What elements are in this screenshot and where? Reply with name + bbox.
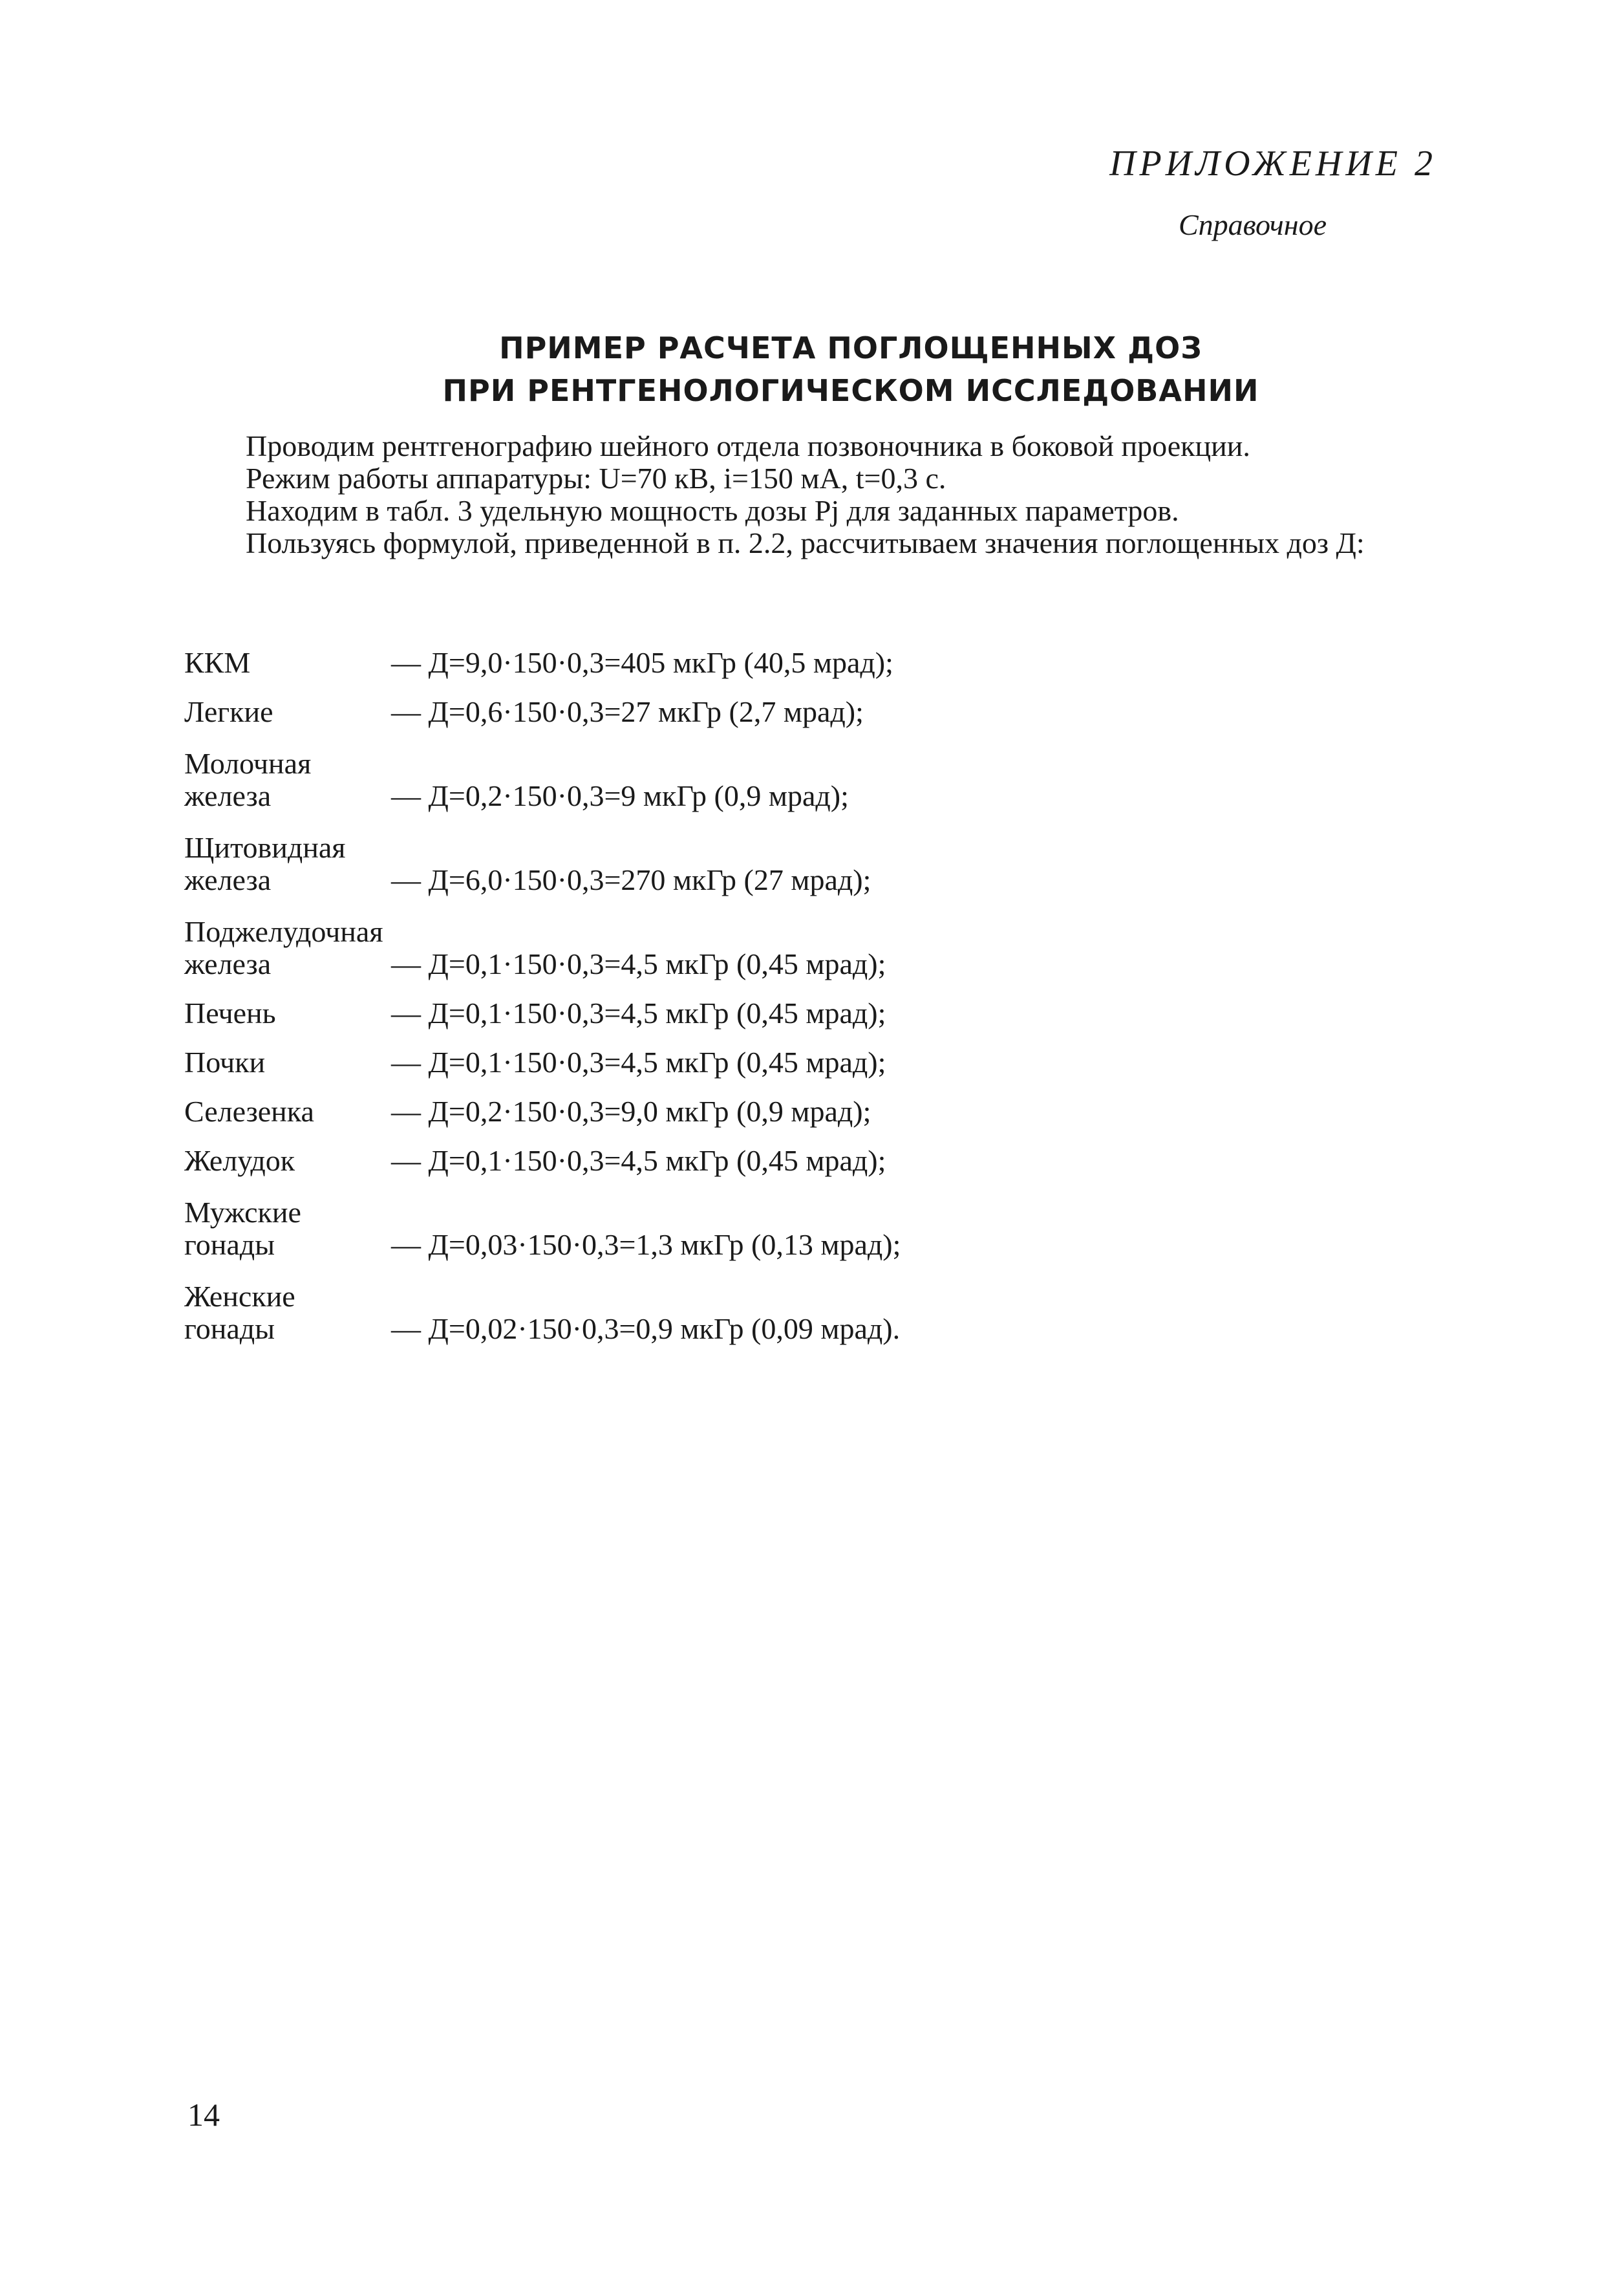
dose-formula: — Д=0,1·150·0,3=4,5 мкГр (0,45 мрад); [391, 997, 886, 1030]
intro-paragraph-2: Режим работы аппаратуры: U=70 кВ, i=150 мА, t=0,3 с. [246, 462, 946, 495]
dose-row [184, 1046, 1413, 1079]
dose-formula: — Д=0,02·150·0,3=0,9 мкГр (0,09 мрад). [391, 1312, 901, 1345]
dose-formula: — Д=0,2·150·0,3=9,0 мкГр (0,9 мрад); [391, 1095, 871, 1128]
appendix-type: Справочное [1178, 208, 1327, 241]
organ-name: Легкие [184, 695, 273, 728]
organ-name: Селезенка [184, 1095, 314, 1128]
organ-name: Печень [184, 997, 276, 1030]
dose-row [184, 916, 1413, 980]
dose-row [184, 647, 1413, 679]
document-title [0, 327, 1624, 412]
organ-name: Женские гонады [184, 1280, 295, 1345]
page-number: 14 [187, 2097, 220, 2133]
dose-row [184, 748, 1413, 812]
intro-paragraph-3: Находим в табл. 3 удельную мощность дозы Pj для заданных параметров. [246, 494, 1179, 527]
dose-row [184, 1196, 1413, 1261]
dose-formula: — Д=6,0·150·0,3=270 мкГр (27 мрад); [391, 863, 871, 896]
dose-row [184, 997, 1413, 1030]
dose-row [184, 1095, 1413, 1128]
organ-name: Щитовидная железа [184, 831, 346, 896]
dose-formula: — Д=0,1·150·0,3=4,5 мкГр (0,45 мрад); [391, 947, 886, 980]
intro-paragraph-4: Пользуясь формулой, приведенной в п. 2.2, рассчитываем значения поглощенных доз Д: [246, 526, 1365, 559]
dose-row [184, 1145, 1413, 1177]
dose-row [184, 832, 1413, 896]
dose-formula: — Д=0,03·150·0,3=1,3 мкГр (0,13 мрад); [391, 1228, 901, 1261]
intro-paragraph-1: Проводим рентгенографию шейного отдела позвоночника в боковой проекции. [246, 429, 1250, 462]
appendix-label: ПРИЛОЖЕНИЕ 2 [1109, 144, 1437, 184]
dose-formula: — Д=0,1·150·0,3=4,5 мкГр (0,45 мрад); [391, 1046, 886, 1079]
organ-name: Молочная железа [184, 747, 312, 812]
appendix-header [1109, 146, 1437, 240]
dose-formula: — Д=0,2·150·0,3=9 мкГр (0,9 мрад); [391, 779, 849, 812]
title-line-1: ПРИМЕР РАСЧЕТА ПОГЛОЩЕННЫХ ДОЗ [499, 330, 1202, 365]
dose-row [184, 696, 1413, 728]
dose-row [184, 1280, 1413, 1345]
dose-formula: — Д=0,1·150·0,3=4,5 мкГр (0,45 мрад); [391, 1144, 886, 1177]
organ-name: Поджелудочная железа [184, 915, 383, 980]
dose-formula: — Д=0,6·150·0,3=27 мкГр (2,7 мрад); [391, 695, 864, 728]
title-line-2: ПРИ РЕНТГЕНОЛОГИЧЕСКОМ ИССЛЕДОВАНИИ [442, 373, 1259, 408]
organ-name: Почки [184, 1046, 266, 1079]
organ-name: Желудок [184, 1144, 295, 1177]
organ-name: ККМ [184, 646, 251, 679]
dose-formula: — Д=9,0·150·0,3=405 мкГр (40,5 мрад); [391, 646, 893, 679]
organ-name: Мужские гонады [184, 1196, 301, 1261]
dose-list [184, 647, 1413, 1345]
intro-text [181, 430, 1471, 559]
